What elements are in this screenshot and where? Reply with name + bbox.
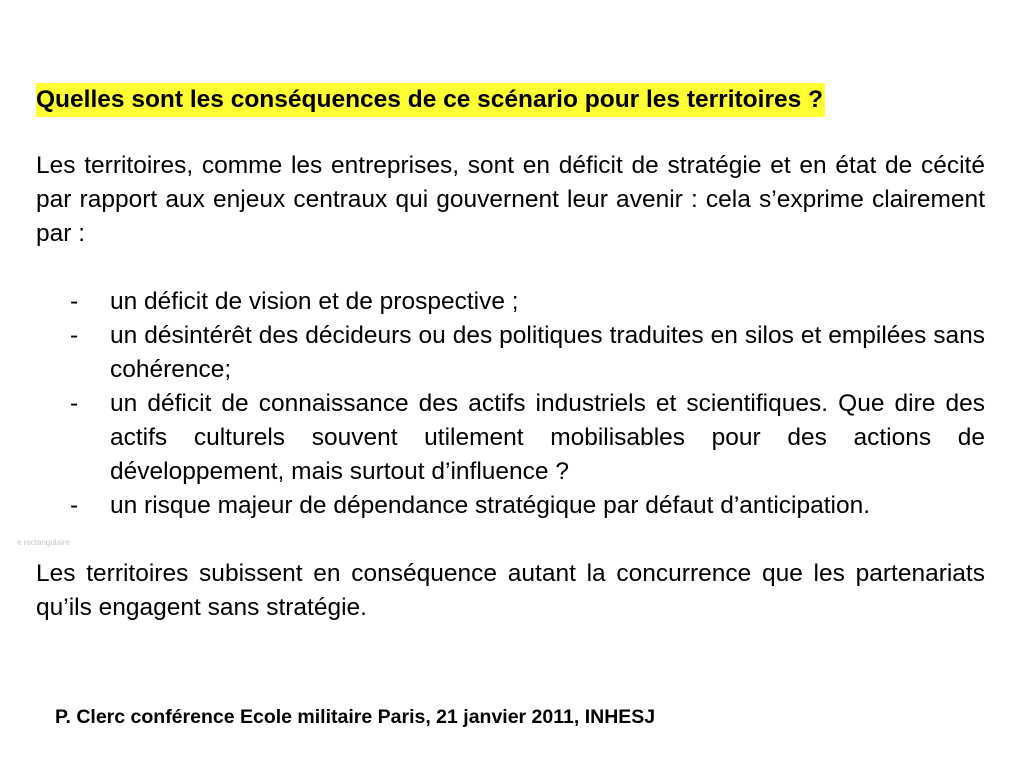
bullet-dash: - bbox=[70, 492, 79, 519]
footer-credit: P. Clerc conférence Ecole militaire Paris, 21 janvier 2011, INHESJ bbox=[55, 706, 656, 728]
slide-title: Quelles sont les conséquences de ce scénario pour les territoires ? bbox=[36, 83, 825, 117]
list-item bbox=[36, 285, 985, 319]
conclusion-paragraph: Les territoires subissent en conséquence autant la concurrence que les partenariats qu’ils engagent sans stratégie. bbox=[36, 560, 985, 621]
slide-body bbox=[36, 83, 985, 625]
intro-paragraph: Les territoires, comme les entreprises, sont en déficit de stratégie et en état de cécité par rapport aux enjeux centraux qui gouvernent leur avenir : cela s’exprime clairement par : bbox=[36, 152, 985, 247]
bullet-list bbox=[36, 285, 985, 523]
list-item bbox=[36, 387, 985, 489]
bullet-dash: - bbox=[70, 288, 79, 315]
placeholder-label: e rectangulaire bbox=[17, 538, 70, 547]
bullet-text: un désintérêt des décideurs ou des politiques traduites en silos et empilées sans cohérence; bbox=[110, 322, 985, 383]
bullet-text: un déficit de connaissance des actifs industriels et scientifiques. Que dire des actifs culturels souvent utilement mobilisables pour des actions de développement, mais surtout d’influence ? bbox=[110, 390, 985, 485]
bullet-dash: - bbox=[70, 322, 79, 349]
bullet-dash: - bbox=[70, 390, 79, 417]
list-item bbox=[36, 319, 985, 387]
bullet-text: un déficit de vision et de prospective ; bbox=[110, 288, 519, 315]
bullet-text: un risque majeur de dépendance stratégique par défaut d’anticipation. bbox=[110, 492, 871, 519]
list-item bbox=[36, 489, 985, 523]
